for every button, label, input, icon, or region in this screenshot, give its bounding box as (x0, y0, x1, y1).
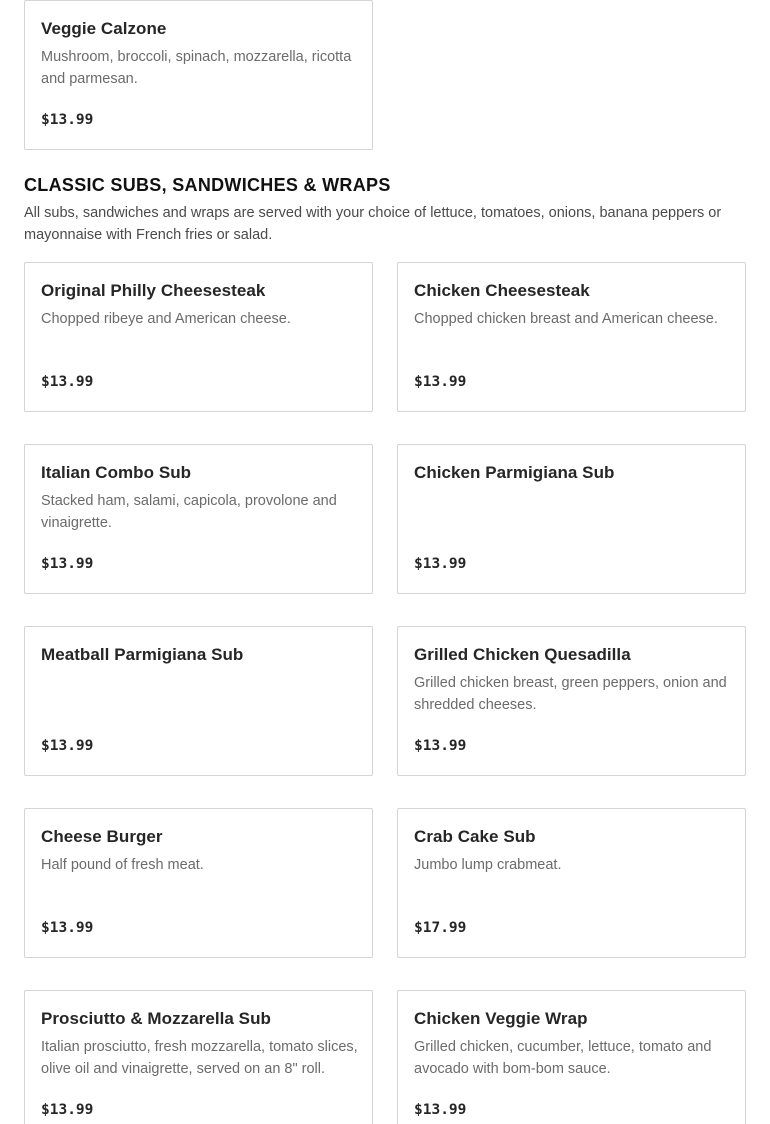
menu-item-card[interactable] (24, 990, 373, 1124)
menu-item-price: $13.99 (41, 738, 94, 754)
menu-item-description: Chopped ribeye and American cheese. (41, 311, 291, 327)
menu-item-description: Mushroom, broccoli, spinach, mozzarella, ricotta and parmesan. (41, 49, 352, 87)
menu-item-price: $13.99 (41, 1102, 94, 1118)
menu-item-card[interactable] (397, 444, 746, 594)
menu-item-name: Chicken Veggie Wrap (414, 1009, 588, 1028)
menu-item-description: Italian prosciutto, fresh mozzarella, tomato slices, olive oil and vinaigrette, served on an 8" roll. (41, 1039, 358, 1077)
section-title: CLASSIC SUBS, SANDWICHES & WRAPS (24, 175, 391, 195)
menu-item-price: $13.99 (41, 920, 94, 936)
menu-item-name: Grilled Chicken Quesadilla (414, 645, 631, 664)
menu-item-name: Chicken Parmigiana Sub (414, 463, 615, 482)
menu-item-name: Meatball Parmigiana Sub (41, 645, 244, 664)
menu-item-card[interactable] (24, 262, 373, 412)
menu-item-price: $13.99 (41, 374, 94, 390)
menu-item-card[interactable] (24, 808, 373, 958)
menu-item-description: Grilled chicken, cucumber, lettuce, tomato and avocado with bom-bom sauce. (414, 1039, 712, 1077)
menu-item-description: Grilled chicken breast, green peppers, onion and shredded cheeses. (414, 675, 727, 713)
menu-item-card[interactable] (397, 990, 746, 1124)
menu-item-description: Jumbo lump crabmeat. (414, 857, 562, 873)
menu-item-card[interactable] (397, 262, 746, 412)
menu-item-price: $13.99 (41, 556, 94, 572)
menu-item-card[interactable] (24, 626, 373, 776)
menu-item-card[interactable] (24, 0, 373, 150)
menu-item-price: $13.99 (414, 1102, 467, 1118)
menu-item-price: $17.99 (414, 920, 467, 936)
menu-item-name: Original Philly Cheesesteak (41, 281, 266, 300)
menu-item-description: Half pound of fresh meat. (41, 857, 204, 873)
menu-item-card[interactable] (397, 808, 746, 958)
menu-item-name: Chicken Cheesesteak (414, 281, 590, 300)
menu-item-description: Stacked ham, salami, capicola, provolone and vinaigrette. (41, 493, 337, 531)
menu-item-price: $13.99 (414, 738, 467, 754)
menu-item-name: Veggie Calzone (41, 19, 167, 38)
menu-item-name: Prosciutto & Mozzarella Sub (41, 1009, 271, 1028)
menu-item-card[interactable] (397, 626, 746, 776)
menu-item-price: $13.99 (414, 556, 467, 572)
menu-item-name: Crab Cake Sub (414, 827, 536, 846)
menu-item-price: $13.99 (414, 374, 467, 390)
menu-item-name: Cheese Burger (41, 827, 163, 846)
menu-item-price: $13.99 (41, 112, 94, 128)
menu-item-card[interactable] (24, 444, 373, 594)
menu-item-description: Chopped chicken breast and American cheese. (414, 311, 718, 327)
section-description: All subs, sandwiches and wraps are served with your choice of lettuce, tomatoes, onions, banana peppers or mayonnaise with French fries or salad. (24, 205, 722, 243)
menu-item-name: Italian Combo Sub (41, 463, 192, 482)
